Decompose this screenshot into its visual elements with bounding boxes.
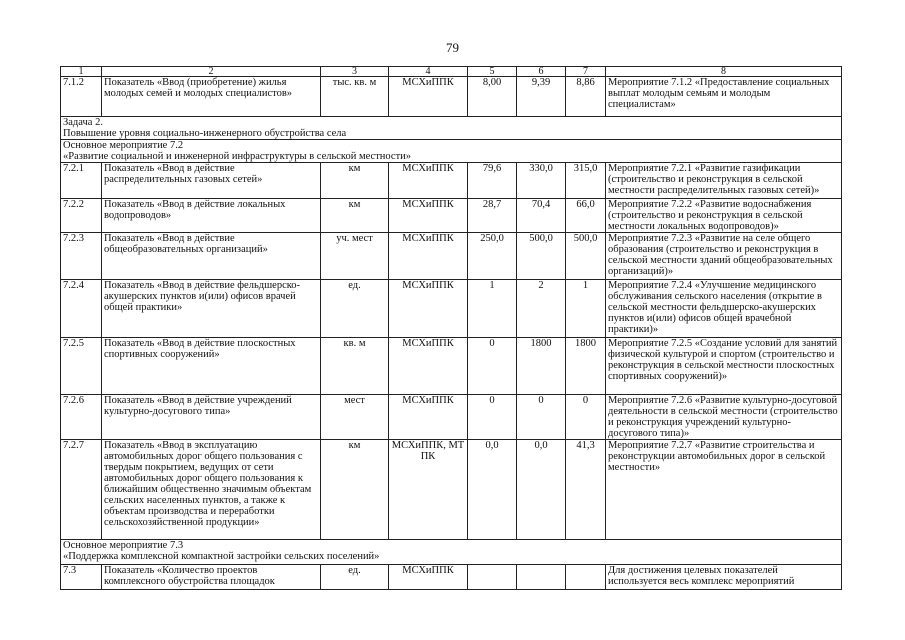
table-row-7-2-2: [61, 199, 842, 233]
table-row-7-2-7: [61, 440, 842, 540]
unit: ед.: [321, 280, 389, 338]
responsible: МСХиППК: [389, 163, 468, 199]
column-number-row: [61, 67, 842, 77]
col-num-2: 2: [102, 67, 321, 77]
unit: кв. м: [321, 338, 389, 395]
indicator-name: Показатель «Ввод в действие распределительных газовых сетей»: [102, 163, 321, 199]
unit: уч. мест: [321, 233, 389, 280]
value-3: [566, 565, 606, 590]
value-3: 315,0: [566, 163, 606, 199]
value-3: 1800: [566, 338, 606, 395]
col-num-7: 7: [566, 67, 606, 77]
value-1: [468, 565, 517, 590]
responsible: МСХиППК: [389, 338, 468, 395]
table-row-7-2-6: [61, 395, 842, 440]
task-2-heading: [61, 117, 842, 140]
value-1: 8,00: [468, 77, 517, 117]
value-3: 1: [566, 280, 606, 338]
value-3: 0: [566, 395, 606, 440]
indicator-name: Показатель «Ввод в действие общеобразовательных организаций»: [102, 233, 321, 280]
row-number: 7.3: [61, 565, 102, 590]
value-3: 500,0: [566, 233, 606, 280]
table-row-7-1-2: [61, 77, 842, 117]
col-num-4: 4: [389, 67, 468, 77]
indicator-name: Показатель «Ввод (приобретение) жилья молодых семей и молодых специалистов»: [102, 77, 321, 117]
value-2: 1800: [517, 338, 566, 395]
measure-7-3-title: «Поддержка комплексной компактной застройки сельских поселений»: [63, 551, 380, 562]
value-1: 0: [468, 395, 517, 440]
unit: тыс. кв. м: [321, 77, 389, 117]
row-number: 7.2.5: [61, 338, 102, 395]
unit: мест: [321, 395, 389, 440]
indicators-table: [60, 66, 842, 590]
measure-text: Мероприятие 7.2.2 «Развитие водоснабжения (строительство и реконструкция в сельской местности локальных водопроводов)»: [606, 199, 842, 233]
task-2-row: [61, 117, 842, 140]
value-2: [517, 565, 566, 590]
responsible: МСХиППК: [389, 280, 468, 338]
row-number: 7.2.4: [61, 280, 102, 338]
unit: ед.: [321, 565, 389, 590]
value-2: 9,39: [517, 77, 566, 117]
indicator-name: Показатель «Ввод в эксплуатацию автомобильных дорог общего пользования с твердым покрытием, ведущих от сети автомобильных дорог общего пользования к ближайшим общественно значимым объектам сельских населенных пунктов, а также к объектам производства и переработки сельскохозяйственной продукции»: [102, 440, 321, 540]
table-row-7-2-3: [61, 233, 842, 280]
col-num-6: 6: [517, 67, 566, 77]
row-number: 7.2.7: [61, 440, 102, 540]
measure-7-3-heading: [61, 540, 842, 565]
responsible: МСХиППК: [389, 233, 468, 280]
value-3: 8,86: [566, 77, 606, 117]
value-1: 28,7: [468, 199, 517, 233]
col-num-5: 5: [468, 67, 517, 77]
row-number: 7.2.6: [61, 395, 102, 440]
table-row-7-2-5: [61, 338, 842, 395]
indicator-name: Показатель «Ввод в действие учреждений культурно-досугового типа»: [102, 395, 321, 440]
measure-7-2-row: [61, 140, 842, 163]
indicator-name: Показатель «Ввод в действие локальных водопроводов»: [102, 199, 321, 233]
col-num-1: 1: [61, 67, 102, 77]
measure-7-2-label: Основное мероприятие 7.2: [63, 140, 184, 151]
responsible: МСХиППК: [389, 395, 468, 440]
measure-7-3-row: [61, 540, 842, 565]
measure-text: Мероприятие 7.1.2 «Предоставление социальных выплат молодым семьям и молодым специалистам»: [606, 77, 842, 117]
measure-7-3-label: Основное мероприятие 7.3: [63, 540, 184, 551]
task-2-title: Повышение уровня социально-инженерного обустройства села: [63, 128, 347, 139]
measure-text: Мероприятие 7.2.4 «Улучшение медицинского обслуживания сельского населения (открытие в сельской местности фельдшерско-акушерских пунктов и(или) офисов общей врачебной практики)»: [606, 280, 842, 338]
responsible: МСХиППК: [389, 199, 468, 233]
value-2: 500,0: [517, 233, 566, 280]
value-1: 250,0: [468, 233, 517, 280]
value-2: 0,0: [517, 440, 566, 540]
measure-7-2-title: «Развитие социальной и инженерной инфраструктуры в сельской местности»: [63, 151, 412, 162]
table-row-7-3: [61, 565, 842, 590]
responsible: МСХиППК, МТ ПК: [389, 440, 468, 540]
row-number: 7.2.3: [61, 233, 102, 280]
unit: км: [321, 163, 389, 199]
measure-text: Для достижения целевых показателей используется весь комплекс мероприятий: [606, 565, 842, 590]
responsible: МСХиППК: [389, 565, 468, 590]
value-1: 0,0: [468, 440, 517, 540]
responsible: МСХиППК: [389, 77, 468, 117]
value-2: 2: [517, 280, 566, 338]
value-3: 41,3: [566, 440, 606, 540]
value-1: 1: [468, 280, 517, 338]
value-1: 0: [468, 338, 517, 395]
unit: км: [321, 440, 389, 540]
value-1: 79,6: [468, 163, 517, 199]
indicator-name: Показатель «Количество проектов комплексного обустройства площадок: [102, 565, 321, 590]
row-number: 7.2.1: [61, 163, 102, 199]
measure-text: Мероприятие 7.2.3 «Развитие на селе общего образования (строительство и реконструкция в сельской местности зданий общеобразовательных организаций)»: [606, 233, 842, 280]
unit: км: [321, 199, 389, 233]
indicator-name: Показатель «Ввод в действие плоскостных спортивных сооружений»: [102, 338, 321, 395]
measure-text: Мероприятие 7.2.6 «Развитие культурно-досуговой деятельности в сельской местности (строительство и реконструкция учреждений культурно-досугового типа)»: [606, 395, 842, 440]
value-2: 0: [517, 395, 566, 440]
task-2-label: Задача 2.: [63, 117, 103, 128]
page-number: 79: [446, 40, 459, 55]
value-2: 330,0: [517, 163, 566, 199]
measure-text: Мероприятие 7.2.5 «Создание условий для занятий физической культурой и спортом (строительство и реконструкция в сельской местности плоскостных спортивных сооружений)»: [606, 338, 842, 395]
indicator-name: Показатель «Ввод в действие фельдшерско-акушерских пунктов и(или) офисов врачей общей практики»: [102, 280, 321, 338]
measure-7-2-heading: [61, 140, 842, 163]
value-2: 70,4: [517, 199, 566, 233]
measure-text: Мероприятие 7.2.7 «Развитие строительства и реконструкции автомобильных дорог в сельской местности»: [606, 440, 842, 540]
table-row-7-2-1: [61, 163, 842, 199]
row-number: 7.2.2: [61, 199, 102, 233]
row-number: 7.1.2: [61, 77, 102, 117]
table-row-7-2-4: [61, 280, 842, 338]
measure-text: Мероприятие 7.2.1 «Развитие газификации (строительство и реконструкция в сельской местности распределительных газовых сетей)»: [606, 163, 842, 199]
value-3: 66,0: [566, 199, 606, 233]
col-num-8: 8: [606, 67, 842, 77]
col-num-3: 3: [321, 67, 389, 77]
